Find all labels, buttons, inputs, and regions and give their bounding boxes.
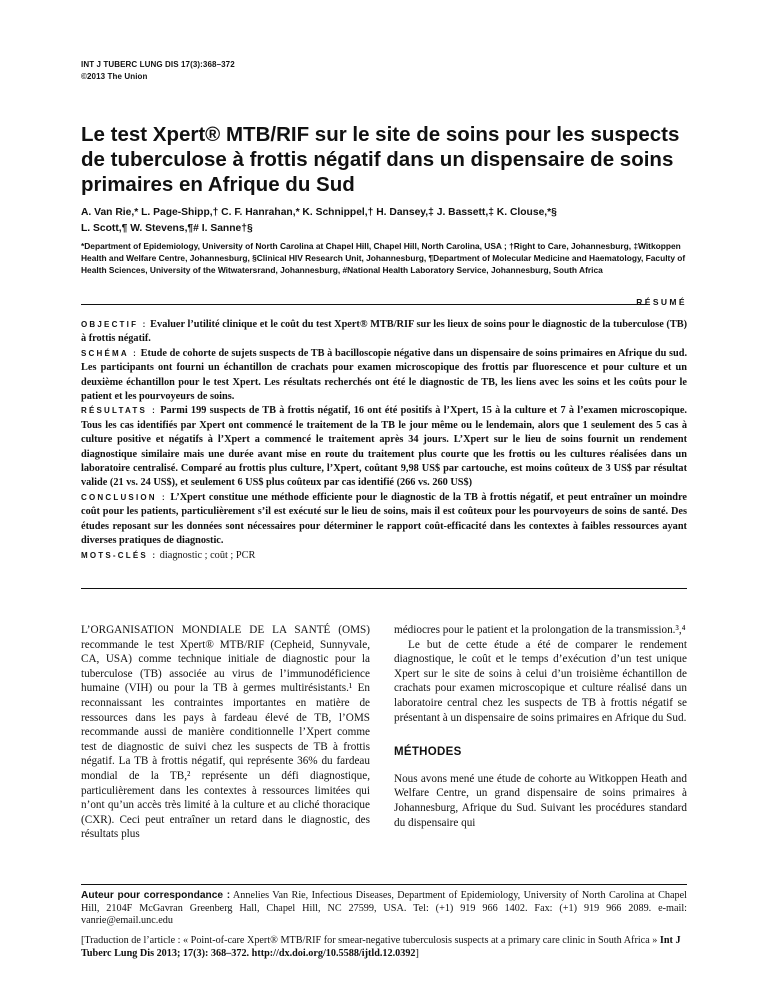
methods-heading: MÉTHODES (394, 746, 462, 759)
translation-suffix: ] (415, 947, 419, 959)
keywords-text: diagnostic ; coût ; PCR (159, 549, 256, 561)
author-line-1: A. Van Rie,* L. Page-Shipp,† C. F. Hanrahan,* K. Schnippel,† H. Dansey,‡ J. Bassett,‡ K. Clouse,*§ (81, 207, 557, 218)
schema-text: Etude de cohorte de sujets suspects de TB à bacilloscopie négative dans un dispensaire de soins primaires en Afrique du sud. Les participants ont fourni un échantillon de crachats pour examen microscopique des frottis par fluorescence et pour culture et un deuxième échantillon pour le test Xpert. Les résultats recherchés ont été le diagnostic de TB, les liens avec les soins et les coûts pour le patient et les pourvoyeurs de soins. (81, 347, 688, 403)
intro-paragraph: L’ORGANISATION MONDIALE DE LA SANTÉ (OMS) recommande le test Xpert® MTB/RIF (Cepheid, Sunnyvale, CA, USA) comme technique initiale de diagnostic pour la tuberculose (TB) associée au virus de l’immunodéficience humaine (VIH) ou pour la TB à germes multirésistants.¹ En reconnaissant les contraintes importantes en matière de ressources dans les pays à fardeau élevé de TB, l’OMS recommande aussi de manière conditionnelle l’Xpert comme test de diagnostic de suivi chez les suspects de TB à frottis négatif. La TB à frottis négatif, qui représente 36% du fardeau mondial de la TB,² représente un défi diagnostique, particulièrement dans les contextes à ressources limitées qui n’ont qu’un accès très limité à la culture et au cliché thoracique (CXR). Ceci peut entraîner un retard dans le diagnostic, des résultats plus (81, 624, 370, 841)
resultats-text: Parmi 199 suspects de TB à frottis négatif, 16 ont été positifs à l’Xpert, 15 à la culture et 7 à l’examen microscopique. Tous les cas identifiés par Xpert ont commencé le traitement de la TB le jour même ou le lendemain, alors que 1 seulement des 5 cas à culture positive et négatifs à l’Xpert a commencé le traitement après 34 jours. L’Xpert sur le lieu de soins fournit un rendement diagnostique similaire mais une durée avant mise en route du traitement plus courte que les frottis ou les cultures réalisées dans un laboratoire centralisé. Comparé au frottis plus culture, l’Xpert, coûtant 9,98 US$ par cartouche, est moins coûteux de 3 US$ par résultat valide (21 vs. 24 US$), et seulement 6 US$ plus coûteux par cas identifié (266 vs. 260 US$) (81, 405, 687, 489)
objectif-text: Evaluer l’utilité clinique et le coût du test Xpert® MTB/RIF sur les lieux de soins pour le diagnostic de la tuberculose (TB) à frottis négatif. (81, 319, 687, 345)
resume-label: RÉSUMÉ (636, 297, 687, 307)
translation-prefix: [Traduction de l’article : « Point-of-care Xpert® MTB/RIF for smear-negative tuberculosis suspects at a primary care clinic in South Africa » (81, 935, 658, 946)
journal-citation: INT J TUBERC LUNG DIS 17(3):368–372 (81, 60, 235, 69)
keywords-label: MOTS-CLÉS : (81, 550, 158, 560)
objectif-label: OBJECTIF : (81, 320, 148, 329)
abstract-schema (81, 347, 687, 405)
abstract-conclusion (81, 491, 687, 549)
abstract-divider (81, 588, 687, 589)
resume-divider (81, 304, 648, 305)
resultats-label: RÉSULTATS : (81, 406, 157, 416)
abstract-objectif (81, 318, 687, 347)
intro-continuation: médiocres pour le patient et la prolongation de la transmission.³,⁴ (394, 624, 686, 636)
copyright-line: ©2013 The Union (81, 72, 148, 81)
conclusion-label: CONCLUSION : (81, 492, 167, 502)
affiliations: *Department of Epidemiology, University of North Carolina at Chapel Hill, Chapel Hill, North Carolina, USA ; †Right to Care, Johannesburg, ‡Witkoppen Health and Welfare Centre, Johannesburg, §Clinical HIV Research Unit, Johannesburg, ¶Department of Molecular Medicine and Haematology, Faculty of Health Sciences, University of the Witwatersrand, Johannesburg, #National Health Laboratory Service, Johannesburg, South Africa (81, 241, 686, 276)
correspondence-label: Auteur pour correspondance : (81, 890, 231, 901)
abstract-keywords (81, 549, 687, 563)
author-line-2: L. Scott,¶ W. Stevens,¶# I. Sanne†§ (81, 223, 253, 234)
article-title: Le test Xpert® MTB/RIF sur le site de soins pour les suspects de tuberculose à frottis négatif dans un dispensaire de soins primaires en Afrique du Sud (81, 123, 680, 196)
conclusion-text: L’Xpert constitue une méthode efficiente pour le diagnostic de la TB à frottis négatif, et peut entraîner un moindre coût pour les patients, particulièrement s’il est exécuté sur le lieu de soins, mais il est coûteux pour les pourvoyeurs de soins de santé. Des études reposant sur les données sont nécessaires pour déterminer le rapport coût-efficacité dans les contextes à faibles ressources ayant diverses pratiques de diagnostic. (81, 491, 687, 547)
body-column-left (81, 623, 370, 842)
correspondence-note (81, 890, 687, 928)
correspondence-text: Annelies Van Rie, Infectious Diseases, Department of Epidemiology, University of North Carolina at Chapel Hill, 2104F McGavran Greenberg Hall, Chapel Hill, NC 27599, USA. Tel: (+1) 919 966 1402. Fax: (+1) 919 966 2089. e-mail: vanrie@email.unc.edu (81, 890, 687, 926)
author-list (81, 205, 691, 237)
journal-header (81, 59, 235, 83)
abstract (81, 318, 687, 563)
footnote-divider (81, 884, 687, 885)
abstract-resultats (81, 404, 687, 490)
aim-paragraph: Le but de cette étude a été de comparer le rendement diagnostique, le coût et le temps d’exécution d’un test unique Xpert sur le site de soins à celui d’un troisième échantillon de crachats pour examen microscopique et culture réalisé dans un laboratoire central chez les suspects de TB à frottis négatif se présentant à un dispensaire de soins primaires en Afrique du Sud. (394, 638, 687, 724)
schema-label: SCHÉMA : (81, 348, 138, 358)
methods-paragraph: Nous avons mené une étude de cohorte au Witkoppen Heath and Welfare Centre, un grand dispensaire de soins primaires à Johannesburg, Afrique du Sud. Suivant les procédures standard du dispensaire qui (394, 772, 687, 829)
translation-citation: Int J Tuberc Lung Dis 2013; 17(3): 368–372. http://dx.doi.org/10.5588/ijtld.12.0392 (81, 935, 681, 959)
translation-note (81, 935, 687, 960)
body-column-right (394, 623, 687, 830)
